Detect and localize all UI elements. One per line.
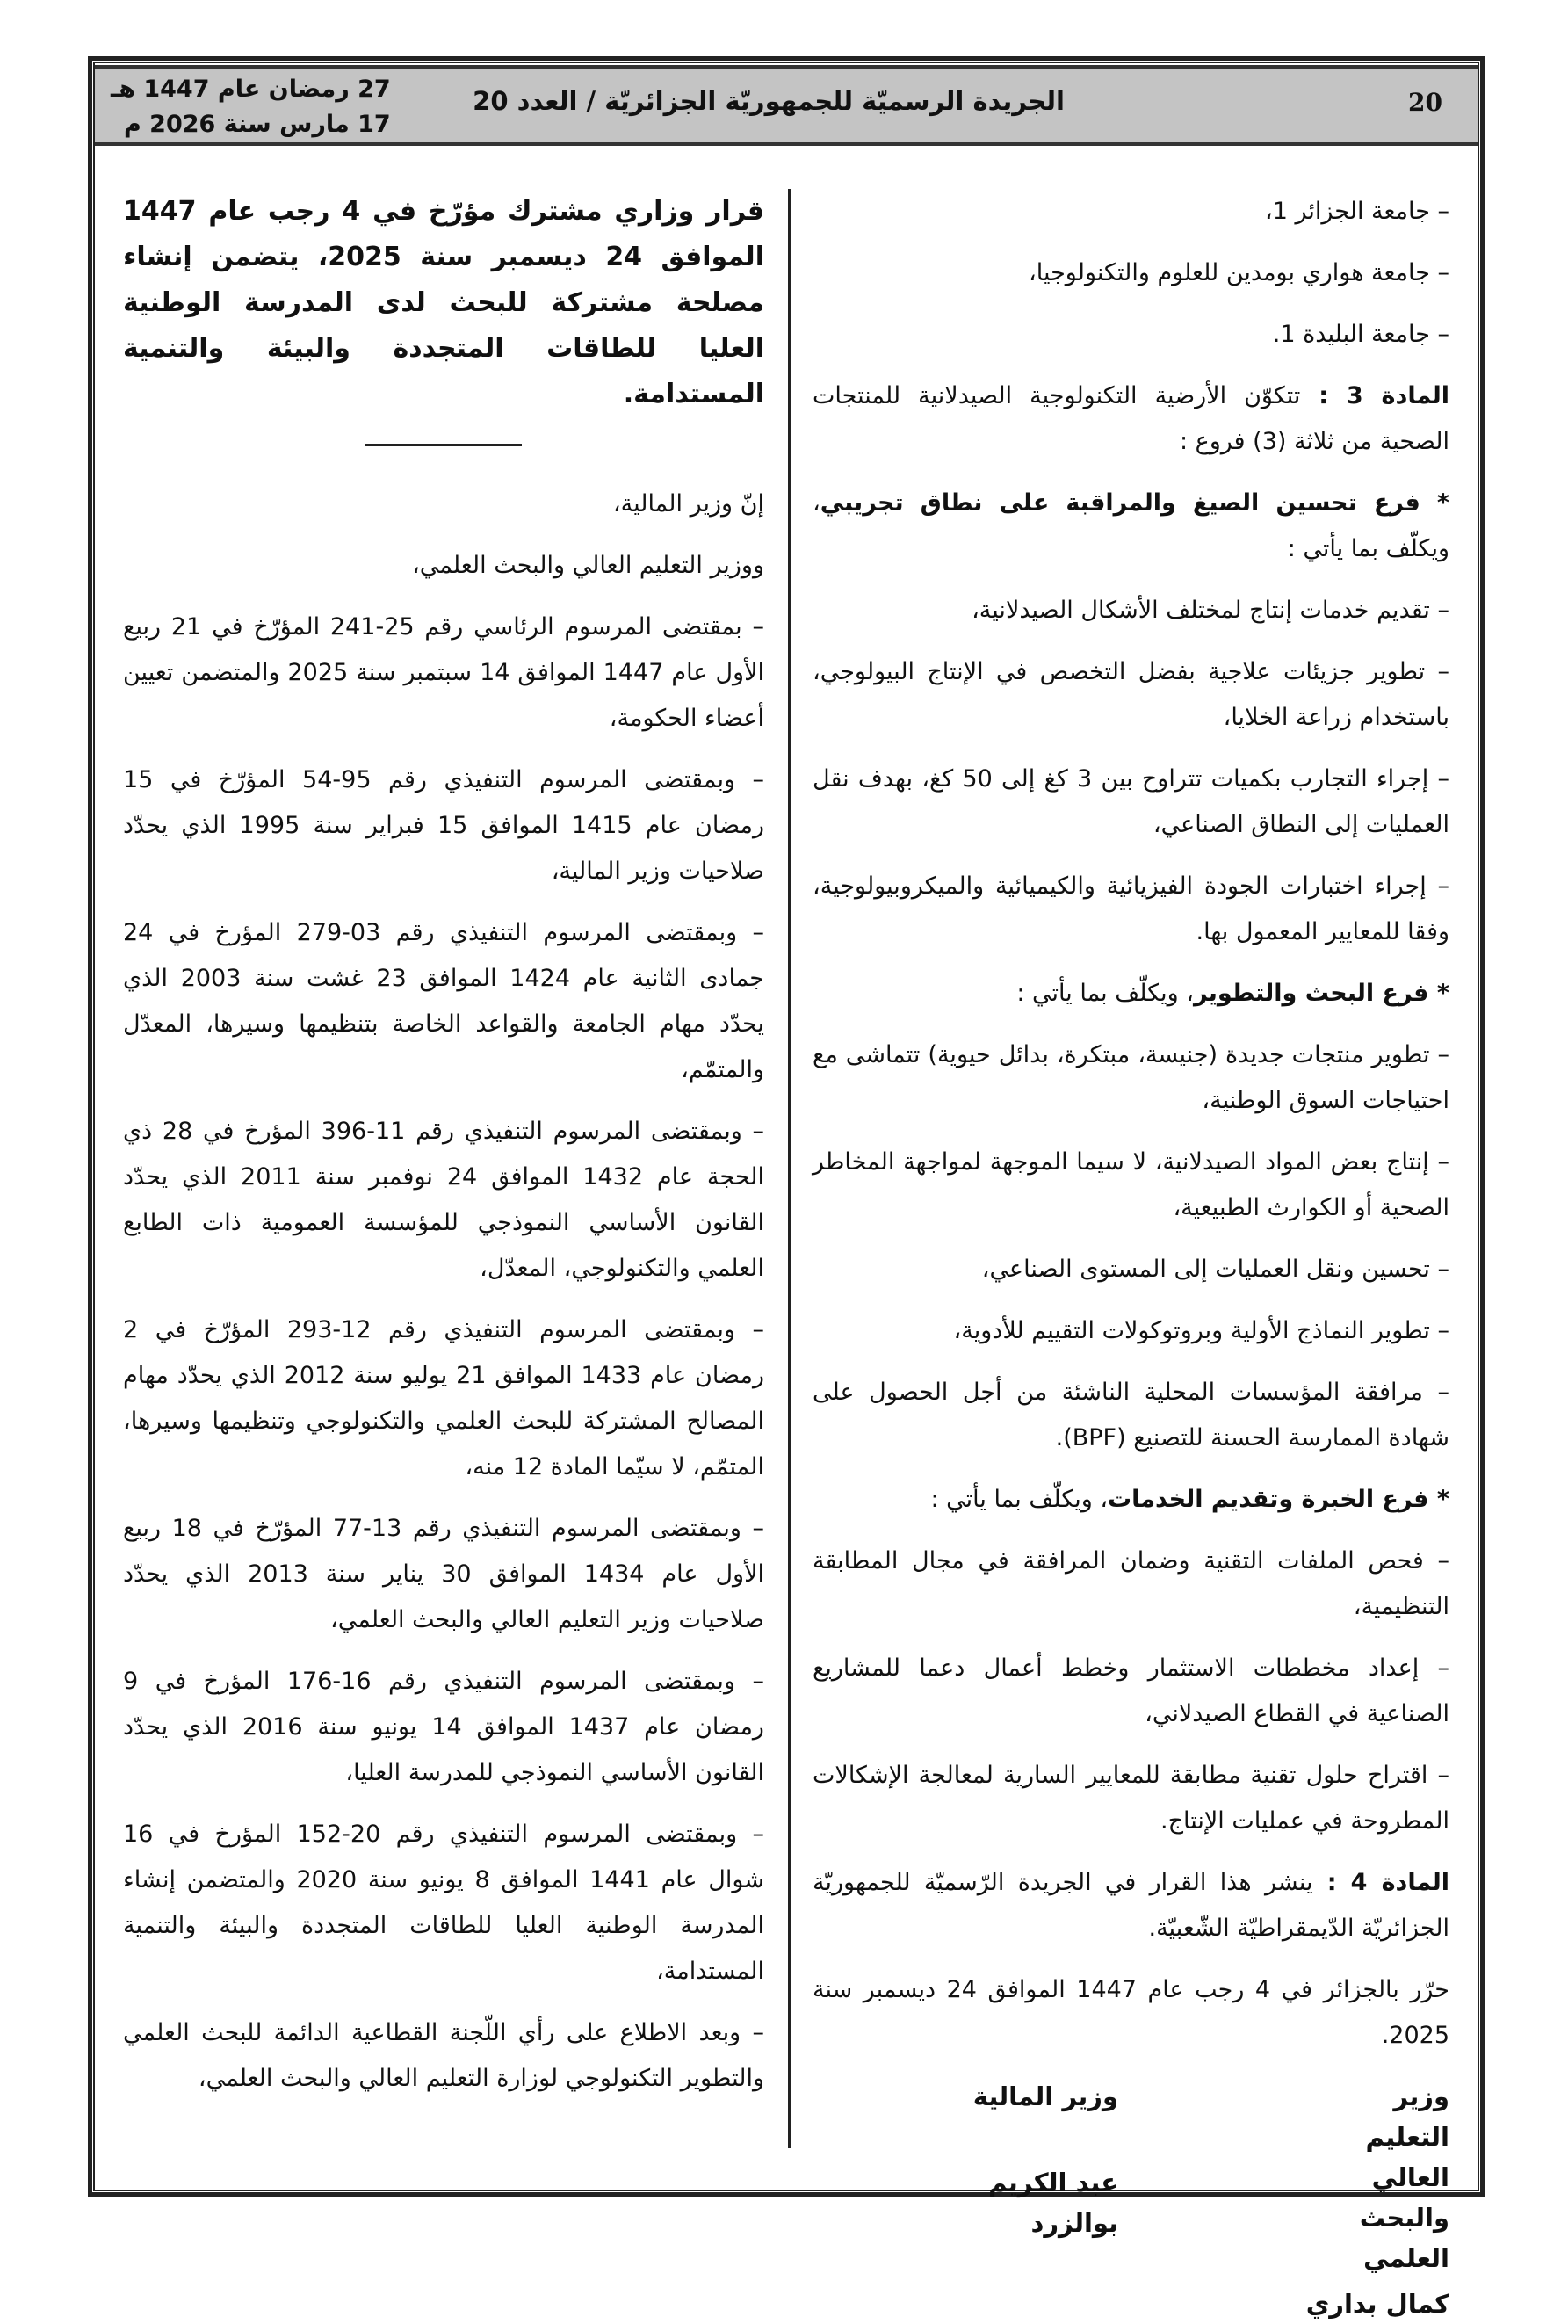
paragraph-text: – اقتراح حلول تقنية مطابقة للمعايير السارية لمعالجة الإشكالات المطروحة في عمليات الإنتاج. xyxy=(813,1762,1449,1835)
issue-date xyxy=(111,72,391,142)
article-paragraph xyxy=(813,1646,1449,1737)
title-separator xyxy=(365,444,522,446)
preamble-paragraph: – وبعد الاطلاع على رأي اللّجنة القطاعية الدائمة للبحث العلمي والتطوير التكنولوجي لوزارة التعليم العالي والبحث العلمي، xyxy=(123,2019,764,2092)
article-paragraph xyxy=(813,1967,1449,2059)
signature-higher-education xyxy=(1144,2076,1449,2324)
paragraph-text: – جامعة الجزائر 1، xyxy=(1264,198,1449,225)
paragraph-text: – إنتاج بعض المواد الصيدلانية، لا سيما الموجهة لمواجهة المخاطر الصحية أو الكوارث الطبيعية، xyxy=(813,1148,1449,1221)
article-paragraph xyxy=(813,1308,1449,1354)
article-paragraph xyxy=(813,1247,1449,1292)
preamble-paragraph: – وبمقتضى المرسوم التنفيذي رقم 16-176 المؤرخ في 9 رمضان عام 1437 الموافق 14 يونيو سنة 2016 الذي يحدّد القانون الأساسي النموذجي للمدرسة العليا، xyxy=(123,1668,764,1786)
preamble-paragraph: – بمقتضى المرسوم الرئاسي رقم 25-241 المؤرّخ في 21 ربيع الأول عام 1447 الموافق 14 سبتمبر سنة 2025 والمتضمن تعيين أعضاء الحكومة، xyxy=(123,613,764,732)
article-paragraph xyxy=(813,864,1449,955)
page-number: 20 xyxy=(1408,88,1442,117)
article-paragraph xyxy=(813,1140,1449,1231)
paragraph-text: ينشر هذا القرار في الجريدة الرّسميّة للجمهوريّة الجزائريّة الدّيمقراطيّة الشّعبيّة. xyxy=(813,1869,1449,1942)
article-paragraph xyxy=(813,588,1449,633)
paragraph-text: ، ويكلّف بما يأتي : xyxy=(930,1486,1109,1513)
paragraph-text: ، ويكلّف بما يأتي : xyxy=(813,489,1449,562)
article-paragraph xyxy=(813,1370,1449,1461)
article-paragraph xyxy=(813,649,1449,741)
paragraph-text: حرّر بالجزائر في 4 رجب عام 1447 الموافق 24 ديسمبر سنة 2025. xyxy=(813,1976,1449,2049)
date-hijri: 27 رمضان عام 1447 هـ xyxy=(111,76,391,103)
article-paragraph xyxy=(813,1032,1449,1124)
preamble-paragraph: ووزير التعليم العالي والبحث العلمي، xyxy=(412,552,764,579)
article-paragraph xyxy=(813,481,1449,572)
article-paragraph xyxy=(813,373,1449,465)
paragraph-text: – مرافقة المؤسسات المحلية الناشئة من أجل الحصول على شهادة الممارسة الحسنة للتصنيع (BPF). xyxy=(813,1379,1449,1452)
signatory-title: وزير التعليم العالي والبحث العلمي xyxy=(1359,2081,1449,2273)
signatory-title: وزير المالية xyxy=(972,2081,1118,2111)
paragraph-text: – جامعة البليدة 1. xyxy=(1272,321,1449,348)
left-column xyxy=(123,189,764,2118)
column-divider xyxy=(788,189,791,2148)
paragraph-text: – تطوير جزيئات علاجية بفضل التخصص في الإنتاج البيولوجي، باستخدام زراعة الخلايا، xyxy=(813,658,1449,731)
preamble-paragraph: – وبمقتضى المرسوم التنفيذي رقم 11-396 المؤرخ في 28 ذي الحجة عام 1432 الموافق 24 نوفمبر سنة 2011 الذي يحدّد القانون الأساسي النموذجي للمؤسسة العمومية ذات الطابع العلمي والتكنولوجي، المعدّل، xyxy=(123,1118,764,1282)
paragraph-text: ، ويكلّف بما يأتي : xyxy=(1016,980,1194,1007)
article-paragraph xyxy=(813,312,1449,358)
date-gregorian: 17 مارس سنة 2026 م xyxy=(123,111,391,138)
gazette-header xyxy=(95,65,1478,146)
article-paragraph xyxy=(813,189,1449,235)
preamble-paragraph: – وبمقتضى المرسوم التنفيذي رقم 20-152 المؤرخ في 16 شوال عام 1441 الموافق 8 يونيو سنة 2020 والمتضمن إنشاء المدرسة الوطنية العليا للطاقات المتجددة والبيئة والتنمية المستدامة، xyxy=(123,1821,764,1985)
paragraph-heading: * فرع تحسين الصيغ والمراقبة على نطاق تجريبي xyxy=(820,489,1449,517)
signatory-name: عبد الكريم بوالزرد xyxy=(988,2168,1118,2238)
paragraph-text: – تطوير النماذج الأولية وبروتوكولات التقييم للأدوية، xyxy=(953,1317,1449,1344)
paragraph-text: – تطوير منتجات جديدة (جنيسة، مبتكرة، بدائل حيوية) تتماشى مع احتياجات السوق الوطنية، xyxy=(813,1041,1449,1114)
paragraph-heading: المادة 3 : xyxy=(1300,382,1449,409)
signature-finance xyxy=(813,2076,1118,2324)
gazette-title: الجريدة الرسميّة للجمهوريّة الجزائريّة / العدد 20 xyxy=(473,86,1065,116)
paragraph-text: تتكوّن الأرضية التكنولوجية الصيدلانية للمنتجات الصحية من ثلاثة (3) فروع : xyxy=(813,382,1449,455)
paragraph-text: – إجراء التجارب بكميات تتراوح بين 3 كغ إلى 50 كغ، بهدف نقل العمليات إلى النطاق الصناعي، xyxy=(813,765,1449,838)
article-paragraph xyxy=(813,1538,1449,1630)
paragraph-heading: * فرع الخبرة وتقديم الخدمات xyxy=(1108,1486,1449,1513)
paragraph-text: – تحسين ونقل العمليات إلى المستوى الصناعي، xyxy=(981,1256,1449,1283)
paragraph-text: – فحص الملفات التقنية وضمان المرافقة في مجال المطابقة التنظيمية، xyxy=(813,1547,1449,1620)
paragraph-text: – جامعة هواري بومدين للعلوم والتكنولوجيا، xyxy=(1029,259,1449,286)
paragraph-text: – إعداد مخططات الاستثمار وخطط أعمال دعما للمشاريع الصناعية في القطاع الصيدلاني، xyxy=(813,1654,1449,1727)
paragraph-text: – إجراء اختبارات الجودة الفيزيائية والكيميائية والميكروبيولوجية، وفقا للمعايير المعمول بها. xyxy=(813,872,1449,945)
decree-title: قرار وزاري مشترك مؤرّخ في 4 رجب عام 1447 الموافق 24 ديسمبر سنة 2025، يتضمن إنشاء مصلحة مشتركة للبحث لدى المدرسة الوطنية العليا للطاقات المتجددة والبيئة والتنمية المستدامة. xyxy=(123,196,765,409)
signatory-name: كمال بداري xyxy=(1305,2289,1449,2319)
article-paragraph xyxy=(813,1477,1449,1523)
paragraph-text: – تقديم خدمات إنتاج لمختلف الأشكال الصيدلانية، xyxy=(972,597,1449,624)
preamble-paragraph: إنّ وزير المالية، xyxy=(612,490,764,518)
article-paragraph xyxy=(813,1860,1449,1951)
preamble-paragraph: – وبمقتضى المرسوم التنفيذي رقم 13-77 المؤرّخ في 18 ربيع الأول عام 1434 الموافق 30 يناير سنة 2013 الذي يحدّد صلاحيات وزير التعليم العالي والبحث العلمي، xyxy=(123,1515,764,1633)
paragraph-heading: * فرع البحث والتطوير xyxy=(1193,980,1449,1007)
signatures xyxy=(813,2076,1449,2324)
preamble-paragraph: – وبمقتضى المرسوم التنفيذي رقم 03-279 المؤرخ في 24 جمادى الثانية عام 1424 الموافق 23 غشت سنة 2003 الذي يحدّد مهام الجامعة والقواعد الخاصة بتنظيمها وسيرها، المعدّل والمتمّم، xyxy=(123,919,764,1083)
paragraph-heading: المادة 4 : xyxy=(1312,1869,1449,1896)
article-paragraph xyxy=(813,250,1449,296)
preamble-paragraph: – وبمقتضى المرسوم التنفيذي رقم 95-54 المؤرّخ في 15 رمضان عام 1415 الموافق 15 فبراير سنة 1995 الذي يحدّد صلاحيات وزير المالية، xyxy=(123,766,764,885)
article-paragraph xyxy=(813,971,1449,1017)
article-paragraph xyxy=(813,1753,1449,1844)
preamble-paragraph: – وبمقتضى المرسوم التنفيذي رقم 12-293 المؤرّخ في 2 رمضان عام 1433 الموافق 21 يوليو سنة 2012 الذي يحدّد مهام المصالح المشتركة للبحث العلمي والتكنولوجي وتنظيمها وسيرها، المتمّم، لا سيّما المادة 12 منه، xyxy=(123,1316,764,1481)
right-column xyxy=(813,189,1449,2324)
article-paragraph xyxy=(813,757,1449,848)
